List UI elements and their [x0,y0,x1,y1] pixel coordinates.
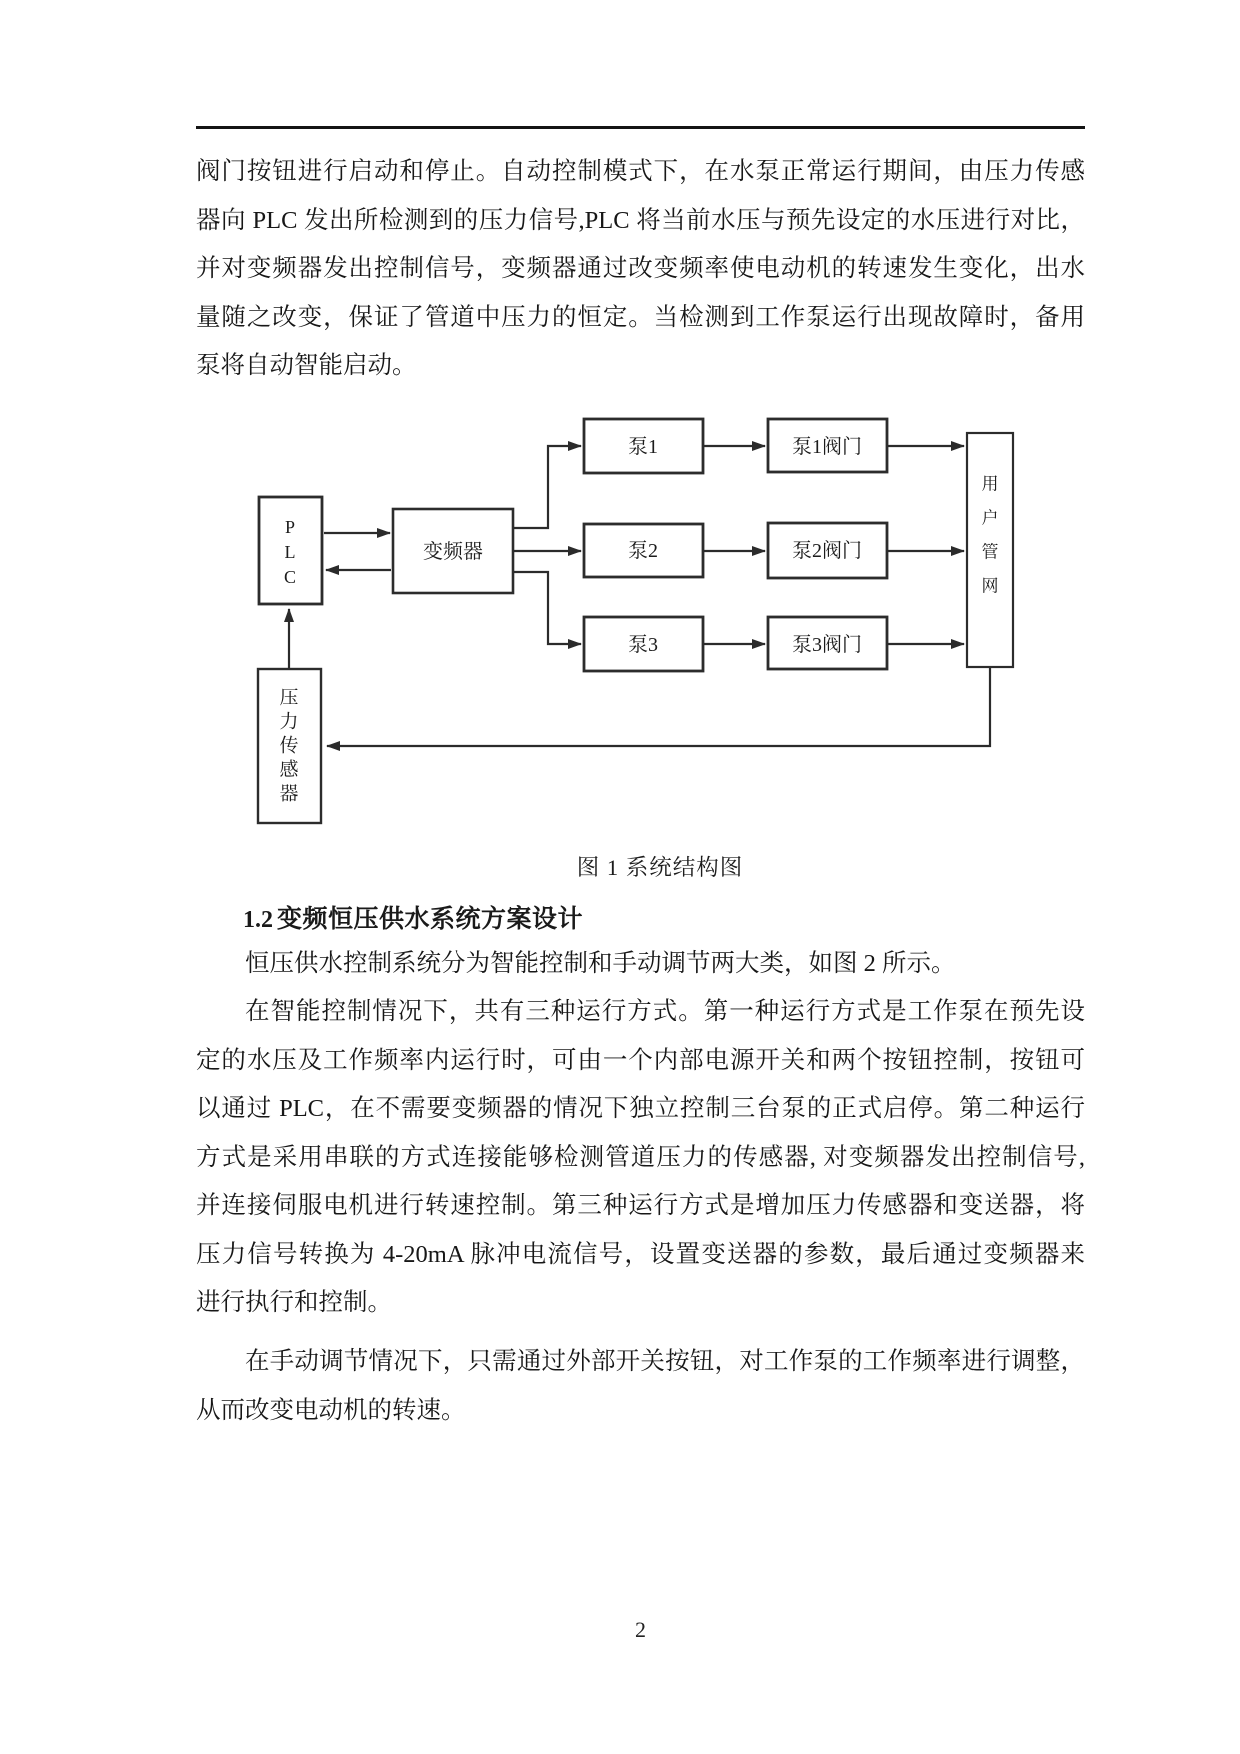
inverter-label: 变频器 [423,541,483,563]
paragraph-4 [196,1338,1085,1435]
text-line: 在手动调节情况下，只需通过外部开关按钮，对工作泵的工作频率进行调整， [245,1348,1085,1375]
valve3-label: 泵3阀门 [792,634,862,656]
plc-label-char: C [283,567,297,587]
paragraph-3 [196,988,1085,1328]
section-number: 1.2 [243,907,273,933]
text-line: 并对变频器发出控制信号，变频器通过改变频率使电动机的转速发生变化，出水 [196,255,1085,282]
pump3-label: 泵3 [628,634,658,656]
text-line: 量随之改变，保证了管道中压力的恒定。当检测到工作泵运行出现故障时，备用 [196,303,1085,331]
text-line: 压力信号转换为 4-20mA 脉冲电流信号，设置变送器的参数，最后通过变频器来 [196,1240,1085,1268]
plc-label-char: L [284,542,296,562]
text-line: 以通过 PLC，在不需要变频器的情况下独立控制三台泵的正式启停。第二种运行 [196,1095,1085,1122]
page-number: 2 [635,1617,646,1642]
sensor-label-char: 器 [279,783,299,805]
text-line: 方式是采用串联的方式连接能够检测管道压力的传感器, 对变频器发出控制信号, [196,1143,1085,1171]
text-line: 从而改变电动机的转速。 [196,1396,466,1424]
text-line: 恒压供水控制系统分为智能控制和手动调节两大类，如图 2 所示。 [245,950,956,977]
network-label-char: 管 [981,542,999,562]
network-label-char: 户 [981,508,999,528]
network-label-char: 网 [981,576,999,596]
text-line: 在智能控制情况下，共有三种运行方式。第一种运行方式是工作泵在预先设 [245,998,1085,1025]
text-line: 并连接伺服电机进行转速控制。第三种运行方式是增加压力传感器和变送器，将 [196,1192,1085,1219]
network-label-char: 用 [981,474,999,494]
text-line: 器向 PLC 发出所检测到的压力信号,PLC 将当前水压与预先设定的水压进行对比， [196,206,1085,234]
paragraph-2 [196,940,1085,989]
arrow-network-to-sensor [327,668,990,746]
text-line: 阀门按钮进行启动和停止。自动控制模式下，在水泵正常运行期间，由压力传感 [196,158,1085,185]
system-structure-diagram [220,400,1060,840]
paragraph-1 [196,148,1085,391]
text-line: 泵将自动智能启动。 [196,352,417,379]
text-line: 进行执行和控制。 [196,1289,392,1316]
header-rule [196,126,1085,129]
text-line: 定的水压及工作频率内运行时，可由一个内部电源开关和两个按钮控制，按钮可 [196,1046,1085,1074]
arrow-inverter-to-pump3 [513,572,581,644]
sensor-label-char: 传 [279,735,299,757]
plc-label-char: P [284,517,296,537]
valve1-label: 泵1阀门 [792,436,862,458]
valve2-label: 泵2阀门 [792,540,862,562]
pump2-label: 泵2 [628,540,658,562]
sensor-label-char: 压 [279,687,299,709]
section-title: 变频恒压供水系统方案设计 [277,905,584,933]
section-heading [243,901,583,937]
arrow-inverter-to-pump1 [513,446,581,528]
pump1-label: 泵1 [628,436,658,458]
sensor-label-char: 力 [279,711,299,733]
sensor-label-char: 感 [279,759,299,781]
figure-caption: 图 1 系统结构图 [576,855,744,880]
